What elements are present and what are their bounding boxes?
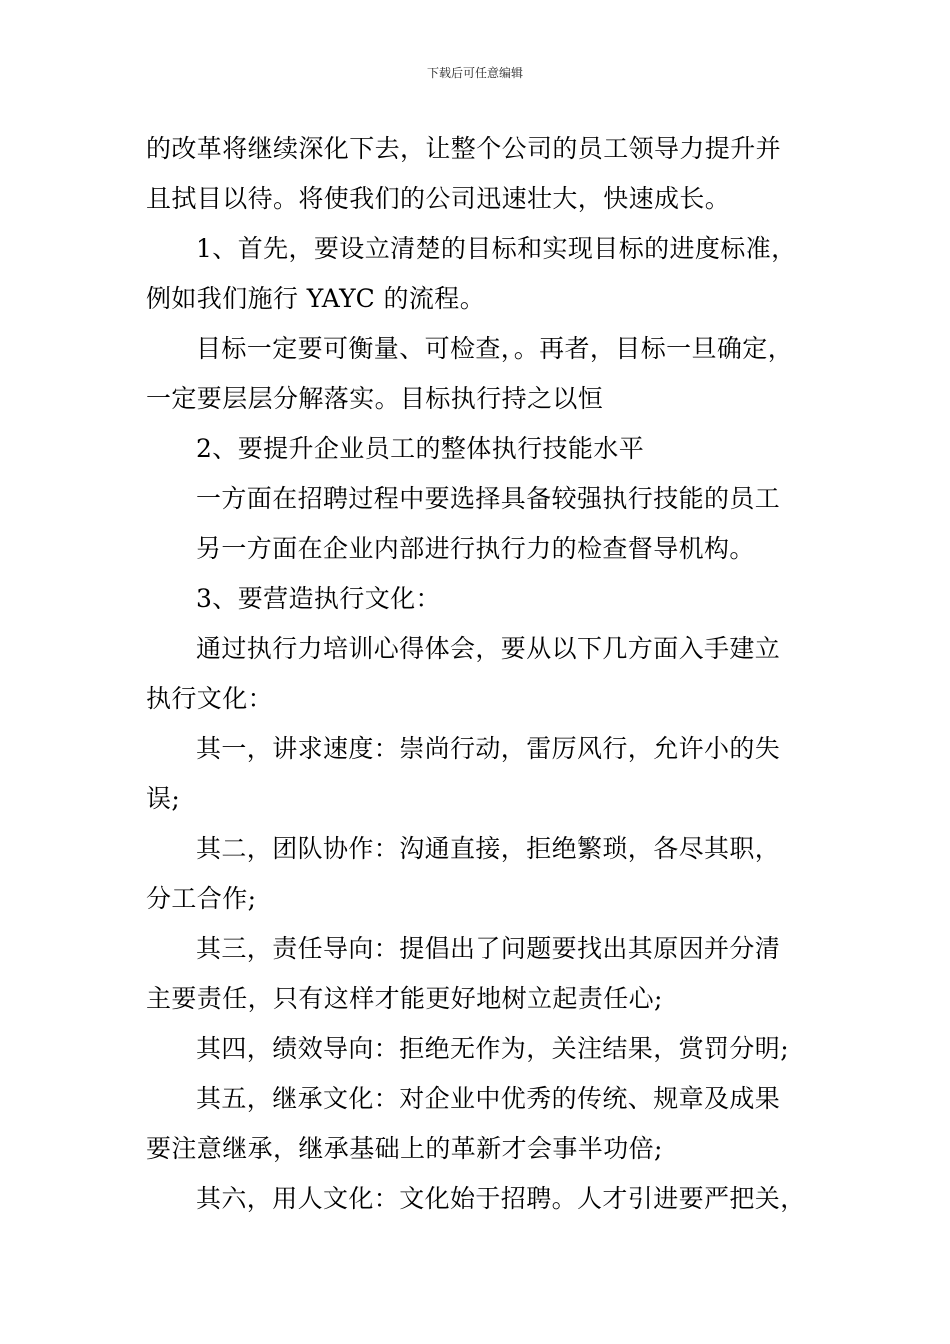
text-line: 主要责任，只有这样才能更好地树立起责任心; <box>146 984 663 1013</box>
text-line: 3、要营造执行文化： <box>196 584 441 613</box>
text-line: 例如我们施行 YAYC 的流程。 <box>146 284 486 313</box>
text-line: 其三，责任导向：提倡出了问题要找出其原因并分清 <box>196 934 781 963</box>
text-line: 通过执行力培训心得体会，要从以下几方面入手建立 <box>196 634 781 663</box>
document-body <box>146 124 826 1224</box>
text-line: 其一，讲求速度：崇尚行动，雷厉风行，允许小的失 <box>196 734 781 763</box>
text-line: 执行文化： <box>146 684 274 713</box>
text-line: 要注意继承，继承基础上的革新才会事半功倍; <box>146 1134 663 1163</box>
page-header: 下载后可任意编辑 <box>426 66 523 80</box>
text-line: 的改革将继续深化下去，让整个公司的员工领导力提升并 <box>146 134 782 163</box>
text-line: 其四，绩效导向：拒绝无作为，关注结果，赏罚分明; <box>196 1034 790 1063</box>
text-line: 2、要提升企业员工的整体执行技能水平 <box>196 434 645 463</box>
text-line: 另一方面在企业内部进行执行力的检查督导机构。 <box>196 534 755 563</box>
text-line: 一方面在招聘过程中要选择具备较强执行技能的员工 <box>196 484 781 513</box>
text-line: 目标一定要可衡量、可检查，。再者，目标一旦确定， <box>196 334 794 363</box>
text-line: 分工合作; <box>146 884 257 913</box>
text-line: 一定要层层分解落实。目标执行持之以恒 <box>146 384 604 413</box>
text-line: 其五，继承文化：对企业中优秀的传统、规章及成果 <box>196 1084 781 1113</box>
text-line: 1、首先，要设立清楚的目标和实现目标的进度标准， <box>196 234 797 263</box>
text-line: 且拭目以待。将使我们的公司迅速壮大，快速成长。 <box>146 184 731 213</box>
text-line: 其二，团队协作：沟通直接，拒绝繁琐，各尽其职， <box>196 834 781 863</box>
text-line: 误; <box>146 784 181 813</box>
text-line: 其六，用人文化：文化始于招聘。人才引进要严把关， <box>196 1184 806 1213</box>
